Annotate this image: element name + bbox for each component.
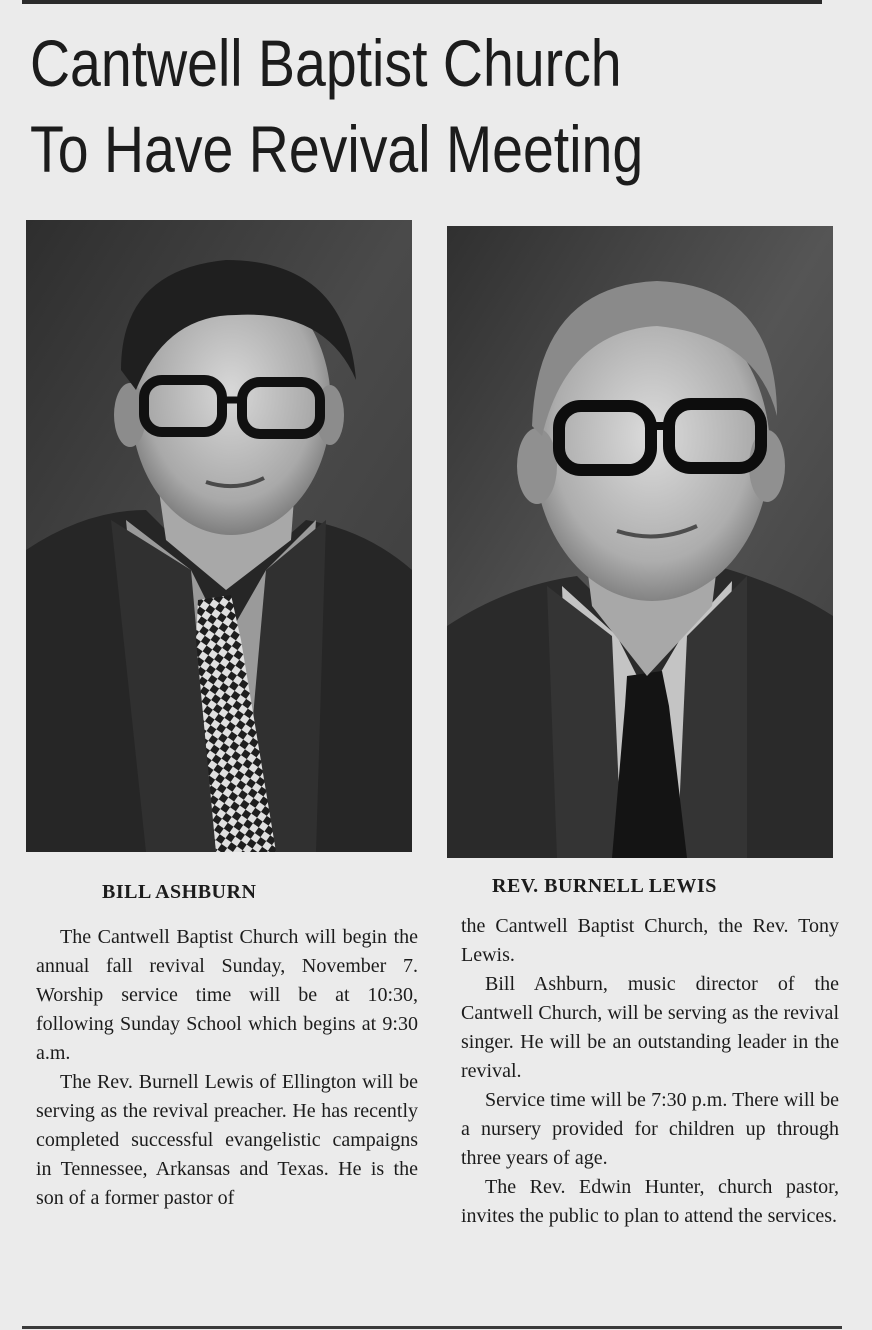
bottom-rule bbox=[22, 1326, 842, 1329]
portrait-bill-ashburn-image bbox=[26, 220, 412, 852]
photo-bill-ashburn bbox=[26, 220, 412, 852]
caption-bill-ashburn: BILL ASHBURN bbox=[102, 881, 257, 903]
caption-burnell-lewis: REV. BURNELL LEWIS bbox=[492, 875, 717, 897]
article-paragraph: Service time will be 7:30 p.m. There will be a nursery provided for children up through three years of age. bbox=[461, 1089, 839, 1169]
headline-line-2: To Have Revival Meeting bbox=[30, 112, 644, 186]
article-column-left bbox=[36, 923, 418, 1213]
headline bbox=[30, 20, 719, 192]
article-column-right bbox=[461, 912, 839, 1231]
article-paragraph: the Cantwell Baptist Church, the Rev. Tony Lewis. bbox=[461, 915, 839, 966]
article-paragraph: Bill Ashburn, music director of the Cantwell Church, will be serving as the revival singer. He will be an outstanding leader in the revival. bbox=[461, 973, 839, 1082]
article-paragraph: The Rev. Burnell Lewis of Ellington will be serving as the revival preacher. He has recently completed successful evangelistic campaigns in Tennessee, Arkansas and Texas. He is the son of a former pastor of bbox=[36, 1071, 418, 1209]
article-paragraph: The Cantwell Baptist Church will begin the annual fall revival Sunday, November 7. Worship service time will be at 10:30, following Sunday School which begins at 9:30 a.m. bbox=[36, 926, 418, 1064]
top-rule bbox=[22, 0, 822, 4]
article-paragraph: The Rev. Edwin Hunter, church pastor, invites the public to plan to attend the services. bbox=[461, 1176, 839, 1227]
photo-burnell-lewis bbox=[447, 226, 833, 858]
portrait-burnell-lewis-image bbox=[447, 226, 833, 858]
headline-line-1: Cantwell Baptist Church bbox=[30, 26, 622, 100]
